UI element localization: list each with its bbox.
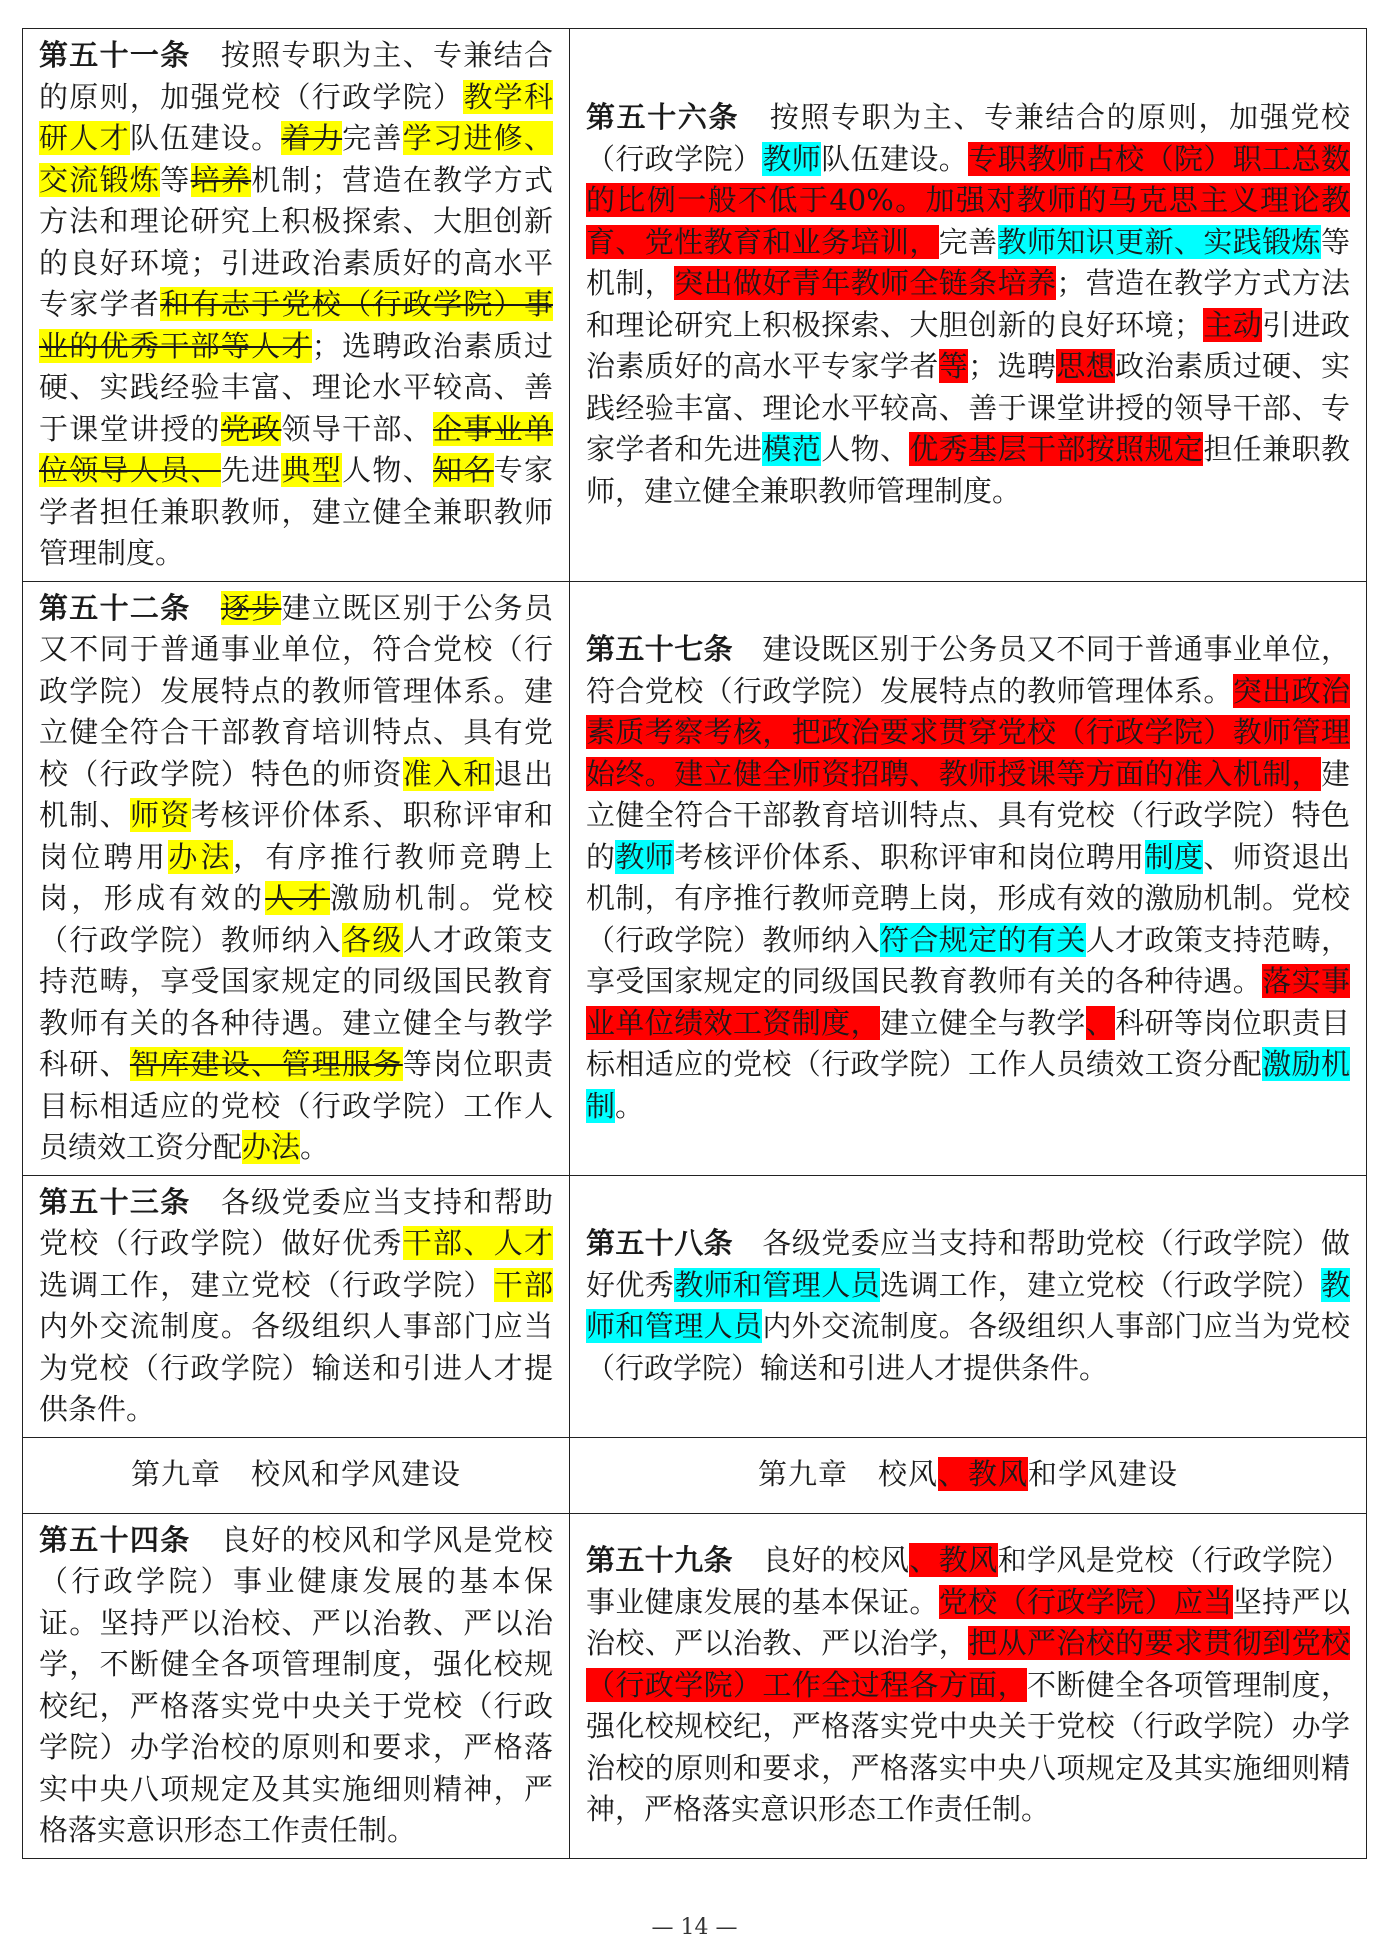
text-segment: 激励机制。党校（行政学院）教师纳入 bbox=[39, 881, 553, 957]
deleted-text: 知名 bbox=[433, 453, 494, 487]
text-segment: 坚持严以治校、严以治教、严以治学， bbox=[586, 1584, 1350, 1661]
changed-text-highlight: 制度 bbox=[1144, 839, 1204, 874]
changed-text-highlight: 激励机制 bbox=[586, 1047, 1350, 1123]
added-text-highlight: 专职教师占校（院）职工总数的比例一般不低于40%。加强对教师的马克思主义理论教育、党性教育和业务培训， bbox=[586, 141, 1350, 259]
article-row bbox=[23, 1175, 1367, 1437]
text-segment: 和学风是党校（行政学院）事业健康发展的基本保证。 bbox=[586, 1543, 1350, 1619]
changed-text-highlight: 教师 bbox=[615, 839, 675, 874]
added-text-highlight: 、 bbox=[1085, 1005, 1116, 1040]
text-segment: 各级党委应当支持和帮助党校（行政学院）做好优秀 bbox=[586, 1226, 1350, 1302]
text-segment: 、师资退出机制，有序推行教师竞聘上岗，形成有效的激励机制。党校（行政学院）教师纳入 bbox=[586, 839, 1350, 957]
text-segment bbox=[191, 591, 221, 625]
text-segment: 按照专职为主、专兼结合的原则，加强党校（行政学院） bbox=[586, 100, 1350, 176]
marked-text-highlight: 干部 bbox=[493, 1267, 553, 1302]
text-segment: 不断健全各项管理制度，强化校规校纪，严格落实党中央关于党校（行政学院）办学治校的原则和要求，严格落实中央八项规定及其实施细则精神，严格落实意识形态工作责任制。 bbox=[586, 1667, 1350, 1827]
added-text-highlight: 优秀基层干部按照规定 bbox=[909, 432, 1204, 467]
deleted-text: 党政 bbox=[220, 411, 282, 446]
changed-text-highlight: 教师知识更新、实践锻炼 bbox=[997, 224, 1321, 259]
original-text-cell bbox=[23, 29, 570, 582]
revised-text-cell bbox=[570, 581, 1367, 1175]
text-segment: 。 bbox=[300, 1130, 330, 1164]
text-segment: 考核评价体系、职称评审和岗位聘用 bbox=[674, 839, 1145, 874]
added-text-highlight: 突出政治素质考察考核，把政治要求贯穿党校（行政学院）教师管理始终。建立健全师资招聘、教师授课等方面的准入机制， bbox=[586, 673, 1350, 791]
text-segment: 政治素质过硬、实践经验丰富、理论水平较高、善于课堂讲授的领导干部、专家学者和先进 bbox=[586, 349, 1350, 467]
added-text-highlight: 思想 bbox=[1056, 349, 1116, 384]
text-segment: 第九章 校风和学风建设 bbox=[130, 1457, 461, 1492]
chapter-heading-row bbox=[23, 1437, 1367, 1513]
text-segment: 机制；营造在教学方式方法和理论研究上积极探索、大胆创新的良好环境；引进政治素质好的高水平专家学者 bbox=[39, 162, 553, 321]
article-row bbox=[23, 29, 1367, 582]
text-segment: 等岗位职责目标相适应的党校（行政学院）工作人员绩效工资分配 bbox=[39, 1047, 553, 1164]
text-segment: 选调工作，建立党校（行政学院） bbox=[880, 1267, 1321, 1302]
text-segment: 选调工作，建立党校（行政学院） bbox=[39, 1267, 494, 1302]
revised-text-cell bbox=[570, 29, 1367, 582]
original-text-cell bbox=[23, 1513, 570, 1858]
comparison-table bbox=[22, 28, 1367, 1859]
added-text-highlight: 党校（行政学院）应当 bbox=[938, 1584, 1233, 1619]
text-segment: 良好的校风 bbox=[733, 1543, 910, 1578]
revised-text-cell bbox=[570, 1175, 1367, 1437]
text-segment: 完善 bbox=[342, 121, 403, 155]
text-segment: 科研等岗位职责目标相适应的党校（行政学院）工作人员绩效工资分配 bbox=[586, 1005, 1350, 1081]
text-segment: 良好的校风和学风是党校（行政学院）事业健康发展的基本保证。坚持严以治校、严以治教、严以治学，不断健全各项管理制度，强化校规校纪，严格落实党中央关于党校（行政学院）办学治校的原则和要求，严格落实中央八项规定及其实施细则精神，严格落实意识形态工作责任制。 bbox=[39, 1522, 553, 1847]
text-segment: 队伍建设。 bbox=[821, 141, 969, 176]
changed-text-highlight: 教师和管理人员 bbox=[586, 1267, 1350, 1343]
text-segment: 各级党委应当支持和帮助党校（行政学院）做好优秀 bbox=[39, 1184, 553, 1260]
article-label: 第五十八条 bbox=[586, 1226, 733, 1260]
text-segment: 建立既区别于公务员又不同于普通事业单位，符合党校（行政学院）发展特点的教师管理体系。建立健全符合干部教育培训特点、具有党校（行政学院）特色的师资 bbox=[39, 590, 553, 791]
text-segment: 引进政治素质好的高水平专家学者 bbox=[586, 307, 1350, 384]
text-segment: 退出机制、 bbox=[39, 756, 553, 832]
deleted-text: 企事业单位领导人员、 bbox=[39, 411, 553, 487]
text-segment: 完善 bbox=[938, 224, 998, 259]
text-segment: ；营造在教学方式方法和理论研究上积极探索、大胆创新的良好环境； bbox=[586, 266, 1350, 342]
marked-text-highlight: 干部、人才 bbox=[402, 1226, 553, 1260]
marked-text-highlight: 教学科研人才 bbox=[39, 79, 553, 155]
added-text-highlight: 、教风 bbox=[909, 1543, 998, 1578]
added-text-highlight: 突出做好青年教师全链条培养 bbox=[674, 266, 1057, 301]
original-text-cell bbox=[23, 1175, 570, 1437]
article-row bbox=[23, 1513, 1367, 1858]
text-segment: 内外交流制度。各级组织人事部门应当为党校（行政学院）输送和引进人才提供条件。 bbox=[39, 1309, 553, 1426]
article-label: 第五十一条 bbox=[39, 38, 191, 72]
article-label: 第五十六条 bbox=[586, 100, 740, 135]
deleted-text: 着力 bbox=[281, 121, 343, 155]
text-segment: 等 bbox=[160, 162, 191, 197]
text-segment: 建设既区别于公务员又不同于普通事业单位，符合党校（行政学院）发展特点的教师管理体系。 bbox=[586, 632, 1350, 708]
text-segment: ，有序推行教师竞聘上岗，形成有效的 bbox=[39, 839, 553, 915]
marked-text-highlight: 各级 bbox=[342, 922, 403, 957]
changed-text-highlight: 教师 bbox=[762, 141, 822, 176]
article-label: 第五十九条 bbox=[586, 1543, 733, 1578]
text-segment: 按照专职为主、专兼结合的原则，加强党校（行政学院） bbox=[39, 38, 553, 114]
article-label: 第五十七条 bbox=[586, 632, 733, 666]
text-segment: 人物、 bbox=[821, 432, 910, 467]
marked-text-highlight: 师资 bbox=[129, 798, 191, 832]
text-segment: 建立健全符合干部教育培训特点、具有党校（行政学院）特色的 bbox=[586, 756, 1350, 874]
text-segment: 专家学者担任兼职教师，建立健全兼职教师管理制度。 bbox=[39, 453, 553, 570]
marked-text-highlight: 准入和 bbox=[402, 756, 494, 791]
text-segment: 队伍建设。 bbox=[129, 121, 282, 155]
text-segment: 先进 bbox=[220, 453, 282, 487]
revised-text-cell bbox=[570, 1513, 1367, 1858]
marked-text-highlight: 学习进修、交流锻炼 bbox=[39, 121, 553, 197]
article-label: 第五十三条 bbox=[39, 1184, 191, 1219]
text-segment: 人才政策支持范畴，享受国家规定的同级国民教育教师有关的各种待遇。建立健全与教学科研、 bbox=[39, 922, 553, 1081]
text-segment: 等机制， bbox=[586, 224, 1350, 301]
text-segment: 担任兼职教师，建立健全兼职教师管理制度。 bbox=[586, 432, 1350, 508]
article-label: 第五十二条 bbox=[39, 590, 191, 625]
added-text-highlight: 等 bbox=[938, 349, 969, 384]
revised-text-cell bbox=[570, 1437, 1367, 1513]
page-number: — 14 — bbox=[651, 1915, 738, 1940]
deleted-text: 逐步 bbox=[220, 590, 282, 625]
changed-text-highlight: 符合规定的有关 bbox=[879, 922, 1086, 957]
added-text-highlight: 主动 bbox=[1202, 307, 1263, 342]
deleted-text: 培养 bbox=[190, 162, 252, 197]
original-text-cell bbox=[23, 1437, 570, 1513]
text-segment: 考核评价体系、职称评审和岗位聘用 bbox=[39, 798, 553, 874]
marked-text-highlight: 办法 bbox=[242, 1130, 301, 1164]
text-segment: 和学风建设 bbox=[1028, 1457, 1179, 1492]
added-text-highlight: 、教风 bbox=[937, 1457, 1028, 1492]
marked-text-highlight: 办法 bbox=[168, 839, 233, 874]
article-label: 第五十四条 bbox=[39, 1522, 191, 1557]
text-segment: 人才政策支持范畴，享受国家规定的同级国民教育教师有关的各种待遇。 bbox=[586, 922, 1350, 998]
text-segment: 人物、 bbox=[342, 453, 434, 487]
article-row bbox=[23, 581, 1367, 1175]
original-text-cell bbox=[23, 581, 570, 1175]
deleted-text: 和有志于党校（行政学院）事业的优秀干部等人才 bbox=[39, 287, 553, 363]
deleted-text: 人才 bbox=[265, 881, 330, 915]
text-segment: ；选聘政治素质过硬、实践经验丰富、理论水平较高、善于课堂讲授的 bbox=[39, 328, 553, 446]
text-segment: ；选聘 bbox=[968, 349, 1057, 384]
added-text-highlight: 落实事业单位绩效工资制度， bbox=[586, 964, 1350, 1040]
changed-text-highlight: 模范 bbox=[762, 432, 822, 467]
text-segment: 。 bbox=[615, 1088, 645, 1123]
text-segment: 建立健全与教学 bbox=[879, 1005, 1086, 1040]
text-segment: 领导干部、 bbox=[281, 411, 434, 446]
changed-text-highlight: 教师和管理人员 bbox=[674, 1267, 880, 1302]
added-text-highlight: 把从严治校的要求贯彻到党校（行政学院）工作全过程各方面， bbox=[586, 1626, 1350, 1702]
deleted-text: 智库建设、管理服务 bbox=[129, 1047, 403, 1081]
text-segment: 内外交流制度。各级组织人事部门应当为党校（行政学院）输送和引进人才提供条件。 bbox=[586, 1309, 1350, 1385]
text-segment: 第九章 校风 bbox=[757, 1457, 938, 1492]
marked-text-highlight: 典型 bbox=[281, 453, 343, 487]
